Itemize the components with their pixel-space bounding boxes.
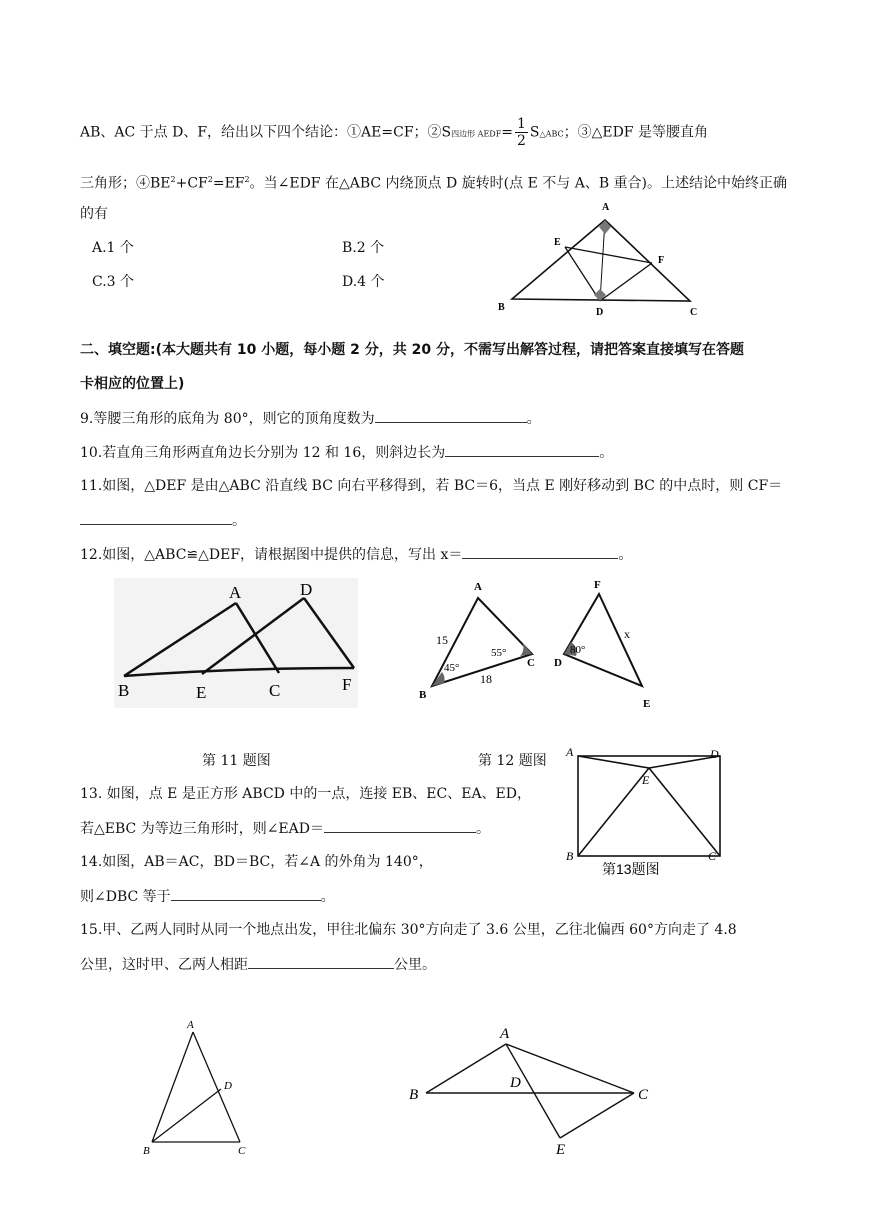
- fig16: [404, 1020, 664, 1160]
- section2-title-line1: 二、填空题:(本大题共有 10 小题，每小题 2 分，共 20 分，不需写出解答过程，请把答案直接填写在答题: [80, 342, 744, 358]
- label-e: E: [556, 1142, 566, 1158]
- sup: 2: [207, 175, 213, 184]
- label-c: C: [638, 1087, 649, 1103]
- label-d: D: [596, 307, 604, 318]
- q8-line2-c: =EF: [212, 175, 245, 192]
- segment-ea: [578, 756, 649, 768]
- label-a: A: [566, 745, 574, 759]
- q15-text: 公里，这时甲、乙两人相距: [80, 957, 248, 973]
- label-a: A: [474, 581, 482, 593]
- fig12-caption: 第 12 题图: [478, 753, 547, 769]
- q13-text: 若△EBC 为等边三角形时，则∠EAD＝: [80, 821, 324, 837]
- label-c: C: [269, 681, 281, 700]
- q9-text: 9.等腰三角形的底角为 80°，则它的顶角度数为: [80, 411, 375, 427]
- angle-d-value: 80°: [570, 644, 586, 656]
- label-a: A: [187, 1019, 194, 1031]
- right-angle-mark-a: [599, 220, 611, 234]
- label-f: F: [658, 255, 665, 266]
- q8-sub-quad: 四边形 AEDF: [451, 129, 502, 139]
- label-c: C: [690, 307, 698, 318]
- label-b: B: [566, 849, 574, 863]
- q12: [80, 544, 632, 565]
- segment-ac: [506, 1044, 634, 1093]
- q14-text: 则∠DBC 等于: [80, 889, 171, 905]
- q9: [80, 408, 541, 429]
- label-b: B: [498, 302, 505, 313]
- square-abcd: [578, 756, 720, 856]
- q8-option-c: C.3 个: [92, 274, 135, 290]
- fig13-caption: 第13题图: [602, 861, 660, 877]
- label-c: C: [527, 657, 535, 669]
- q10: [80, 442, 613, 463]
- q14-line2: [80, 886, 335, 907]
- segment-ac: [193, 1032, 240, 1142]
- section2-title-line2: 卡相应的位置上): [80, 376, 185, 392]
- side-bc-value: 18: [480, 672, 492, 686]
- label-f: F: [594, 579, 601, 591]
- label-e: E: [643, 698, 651, 710]
- q8-option-a: A.1 个: [92, 240, 134, 256]
- q11-line2: [80, 510, 246, 531]
- q8-s: S: [529, 124, 540, 141]
- sup: 2: [244, 175, 250, 184]
- fig12: [414, 574, 664, 714]
- side-ab-value: 15: [436, 633, 448, 647]
- label-d: D: [300, 580, 313, 599]
- q12-answer-blank[interactable]: [462, 544, 618, 559]
- label-c: C: [238, 1145, 246, 1157]
- angle-b-value: 45°: [444, 662, 460, 674]
- q15-line1: 15.甲、乙两人同时从同一个地点出发，甲往北偏东 30°方向走了 3.6 公里，乙往北偏西 60°方向走了 4.8: [80, 922, 737, 938]
- q12-text: 12.如图，△ABC≌△DEF，请根据图中提供的信息，写出 x＝: [80, 547, 463, 563]
- q8-sub-tri: △ABC: [539, 129, 564, 139]
- fig11: [114, 578, 358, 708]
- segment-ec: [649, 768, 720, 856]
- q15-end: 公里。: [394, 957, 436, 973]
- q8-line3: 的有: [80, 206, 108, 222]
- label-b: B: [419, 689, 427, 701]
- label-f: F: [342, 675, 352, 694]
- label-c: C: [708, 849, 717, 863]
- label-d: D: [554, 657, 562, 669]
- q8-line2-a: 三角形；④BE: [80, 175, 171, 192]
- q13-line1: 13. 如图，点 E 是正方形 ABCD 中的一点，连接 EB、EC、EA、ED，: [80, 786, 531, 802]
- q14-line1: 14.如图，AB＝AC，BD＝BC，若∠A 的外角为 140°，: [80, 854, 433, 870]
- q14-end: 。: [320, 889, 335, 905]
- fig14: [138, 1016, 258, 1162]
- label-a: A: [500, 1026, 510, 1042]
- q10-answer-blank[interactable]: [445, 442, 599, 457]
- label-b: B: [143, 1145, 150, 1157]
- segment-ec: [560, 1093, 634, 1138]
- q8-fraction: [515, 116, 528, 149]
- label-a: A: [229, 583, 242, 602]
- label-d: D: [224, 1080, 232, 1092]
- sup: 2: [170, 175, 176, 184]
- label-d: D: [710, 747, 719, 761]
- segment-ed: [565, 247, 600, 301]
- q12-end: 。: [618, 547, 633, 563]
- q8-text-b: ；③△EDF 是等腰直角: [563, 124, 708, 141]
- label-b: B: [409, 1087, 419, 1103]
- angle-c-value: 55°: [491, 647, 507, 659]
- q9-answer-blank[interactable]: [375, 408, 527, 423]
- q8-line2-b: +CF: [175, 175, 208, 192]
- label-e: E: [642, 773, 650, 787]
- q13-end: 。: [475, 821, 490, 837]
- q13-line2: [80, 818, 490, 839]
- segment-ef: [565, 247, 652, 263]
- q8-figure: [490, 195, 710, 320]
- fraction-numerator: 1: [517, 116, 526, 132]
- q8-line2-d: 。当∠EDF 在△ABC 内绕顶点 D 旋转时(点 E 不与 A、B 重合)。上述结论中始终正确: [249, 175, 788, 192]
- fig13: [562, 742, 732, 882]
- segment-ae: [506, 1044, 560, 1138]
- q11-line1: 11.如图，△DEF 是由△ABC 沿直线 BC 向右平移得到，若 BC＝6，当点 E 刚好移动到 BC 的中点时，则 CF＝: [80, 478, 783, 494]
- triangle-def: [564, 594, 642, 686]
- q8-line2: [80, 170, 787, 194]
- q10-text: 10.若直角三角形两直角边长分别为 12 和 16，则斜边长为: [80, 445, 446, 461]
- q14-answer-blank[interactable]: [171, 886, 321, 901]
- fraction-denominator: 2: [517, 133, 526, 149]
- q11-end: 。: [232, 513, 246, 529]
- q8-text-a: AB、AC 于点 D、F，给出以下四个结论：①AE=CF；②S: [80, 124, 452, 141]
- q15-answer-blank[interactable]: [248, 954, 394, 969]
- q8-option-d: D.4 个: [342, 274, 385, 290]
- q11-answer-blank[interactable]: [80, 510, 232, 525]
- label-e: E: [196, 683, 207, 702]
- q8-option-b: B.2 个: [342, 240, 385, 256]
- q10-end: 。: [599, 445, 614, 461]
- label-a: A: [602, 202, 610, 213]
- label-e: E: [554, 237, 561, 248]
- q15-line2: [80, 954, 436, 975]
- label-d: D: [510, 1075, 521, 1091]
- q13-answer-blank[interactable]: [324, 818, 476, 833]
- fig11-caption: 第 11 题图: [202, 753, 271, 769]
- q9-end: 。: [526, 411, 541, 427]
- q8-line1: [80, 116, 708, 149]
- side-ef-value: x: [624, 627, 630, 641]
- segment-ba: [426, 1044, 506, 1093]
- segment-df: [600, 263, 652, 301]
- label-b: B: [118, 681, 130, 700]
- q8-eq: =: [501, 124, 513, 141]
- segment-eb: [578, 768, 649, 856]
